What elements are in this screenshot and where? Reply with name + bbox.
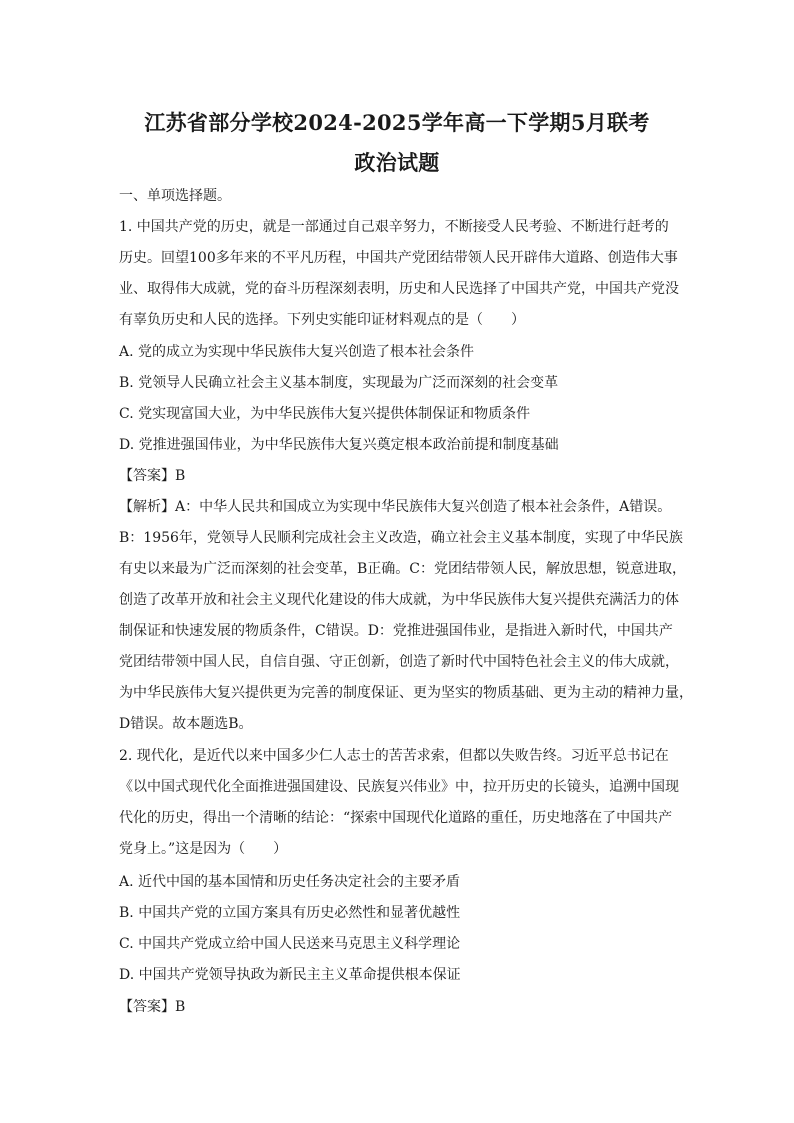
section-heading: 一、单项选择题。 bbox=[119, 188, 231, 204]
q1-analysis-line: 为中华民族伟大复兴提供更为完善的制度保证、更为坚实的物质基础、更为主动的精神力量， bbox=[119, 685, 693, 701]
q2-answer: 【答案】B bbox=[119, 999, 186, 1015]
q1-stem-line: 有辜负历史和人民的选择。下列史实能印证材料观点的是（ ） bbox=[119, 312, 525, 328]
q1-stem-line: 历史。回望100多年来的不平凡历程，中国共产党团结带领人民开辟伟大道路、创造伟大事 bbox=[119, 250, 678, 266]
q2-option-a: A. 近代中国的基本国情和历史任务决定社会的主要矛盾 bbox=[119, 874, 461, 890]
q1-analysis-line: 有史以来最为广泛而深刻的社会变革，B正确。C：党团结带领人民，解放思想，锐意进取， bbox=[119, 561, 686, 577]
q2-stem-line: 党身上。”这是因为（ ） bbox=[119, 841, 288, 857]
exam-title: 江苏省部分学校2024-2025学年高一下学期5月联考 bbox=[144, 110, 650, 135]
q1-option-c: C. 党实现富国大业，为中华民族伟大复兴提供体制保证和物质条件 bbox=[119, 406, 531, 422]
q1-analysis-line: 制保证和快速发展的物质条件，C错误。D：党推进强国伟业，是指进入新时代，中国共产 bbox=[119, 623, 673, 639]
q1-analysis-line: 党团结带领中国人民，自信自强、守正创新，创造了新时代中国特色社会主义的伟大成就， bbox=[119, 654, 679, 670]
q2-option-c: C. 中国共产党成立给中国人民送来马克思主义科学理论 bbox=[119, 936, 461, 952]
q2-stem-line: 2. 现代化，是近代以来中国多少仁人志士的苦苦求索，但都以失败告终。习近平总书记在 bbox=[119, 748, 669, 764]
q1-answer: 【答案】B bbox=[119, 468, 186, 484]
q1-analysis-line: 创造了改革开放和社会主义现代化建设的伟大成就，为中华民族伟大复兴提供充满活力的体 bbox=[119, 592, 679, 608]
q1-stem-line: 业、取得伟大成就，党的奋斗历程深刻表明，历史和人民选择了中国共产党，中国共产党没 bbox=[119, 281, 679, 297]
q1-analysis-line: 【解析】A：中华人民共和国成立为实现中华民族伟大复兴创造了根本社会条件，A错误。 bbox=[119, 499, 672, 515]
q2-stem-line: 《以中国式现代化全面推进强国建设、民族复兴伟业》中，拉开历史的长镜头，追溯中国现 bbox=[119, 779, 679, 795]
exam-subtitle: 政治试题 bbox=[354, 150, 440, 175]
q1-stem-line: 1. 中国共产党的历史，就是一部通过自己艰辛努力，不断接受人民考验、不断进行赶考的 bbox=[119, 219, 669, 235]
q1-option-b: B. 党领导人民确立社会主义基本制度，实现最为广泛而深刻的社会变革 bbox=[119, 375, 559, 391]
q1-analysis-line: D错误。故本题选B。 bbox=[119, 716, 253, 732]
q1-analysis-line: B：1956年，党领导人民顺利完成社会主义改造，确立社会主义基本制度，实现了中华民族 bbox=[119, 530, 683, 546]
q1-option-a: A. 党的成立为实现中华民族伟大复兴创造了根本社会条件 bbox=[119, 344, 475, 360]
q1-option-d: D. 党推进强国伟业，为中华民族伟大复兴奠定根本政治前提和制度基础 bbox=[119, 437, 559, 453]
q2-stem-line: 代化的历史，得出一个清晰的结论：“探索中国现代化道路的重任，历史地落在了中国共产 bbox=[119, 810, 673, 826]
q2-option-b: B. 中国共产党的立国方案具有历史必然性和显著优越性 bbox=[119, 905, 461, 921]
q2-option-d: D. 中国共产党领导执政为新民主主义革命提供根本保证 bbox=[119, 967, 461, 983]
